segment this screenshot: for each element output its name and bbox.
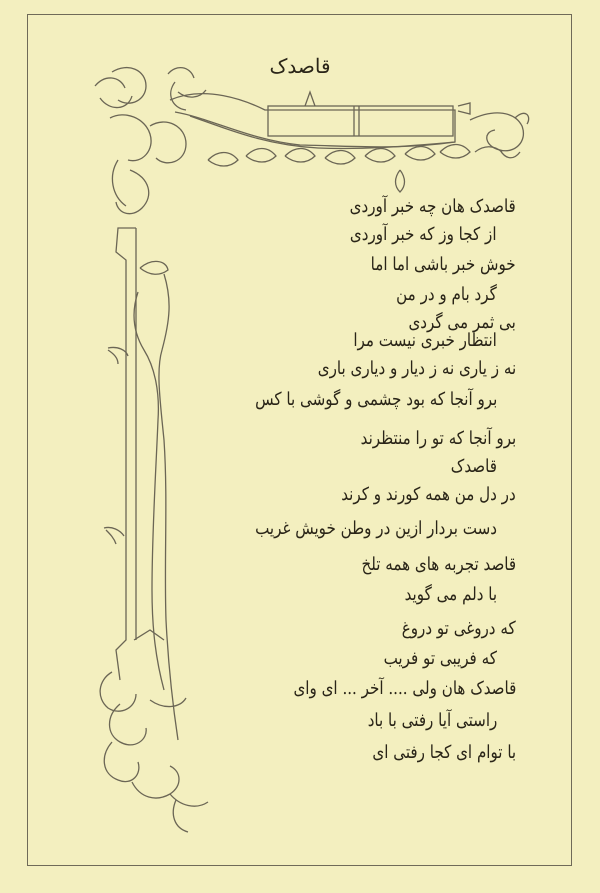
poem-line: که فریبی تو فریب bbox=[383, 648, 497, 669]
poem-line: برو آنجا که تو را منتظرند bbox=[360, 428, 516, 449]
poem-line: که دروغی تو دروغ bbox=[402, 618, 516, 639]
poem-line: از کجا وز که خبر آوردی bbox=[350, 224, 497, 245]
poem-line: قاصدک bbox=[450, 456, 497, 477]
poem-line: خوش خبر باشی اما اما bbox=[371, 254, 516, 275]
poem-line: در دل من همه کورند و کرند bbox=[341, 484, 516, 505]
poem-line: نه ز یاری نه ز دیار و دیاری باری bbox=[317, 358, 516, 379]
poem-title: قاصدک bbox=[269, 54, 331, 78]
poem-line: راستی آیا رفتی با باد bbox=[367, 710, 497, 731]
poem-line: با توام ای کجا رفتی ای bbox=[372, 742, 516, 763]
poem-line: قاصدک هان چه خبر آوردی bbox=[349, 196, 516, 217]
poem-line: بی ثمر می گردی bbox=[408, 312, 516, 333]
poem-line: با دلم می گوید bbox=[404, 584, 497, 605]
poem-line: قاصد تجربه های همه تلخ bbox=[361, 554, 516, 575]
poem-line: گرد بام و در من bbox=[396, 284, 497, 305]
poem-line: انتظار خبری نیست مرا bbox=[353, 330, 497, 351]
poem-line: قاصدک هان ولی .... آخر ... ای وای bbox=[293, 678, 516, 699]
poem-line: برو آنجا که بود چشمی و گوشی با کس bbox=[254, 389, 497, 410]
poem-line: دست بردار ازین در وطن خویش غریب bbox=[255, 518, 497, 539]
